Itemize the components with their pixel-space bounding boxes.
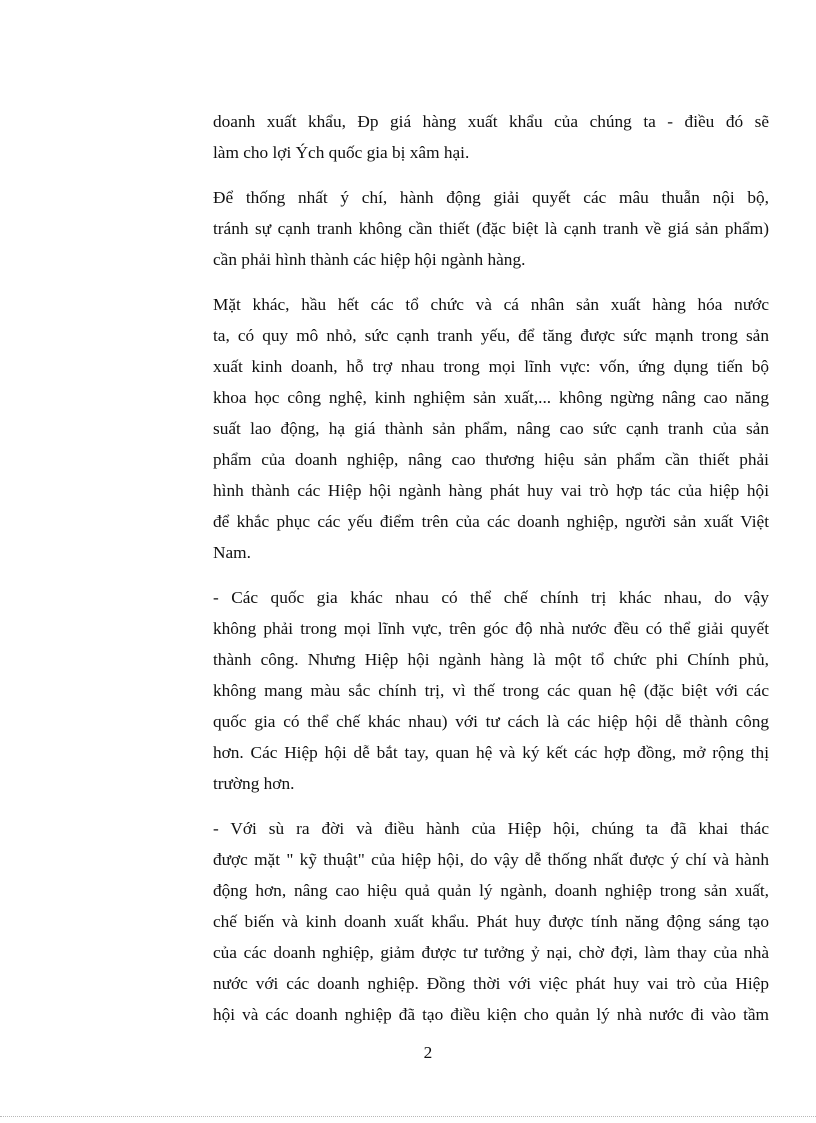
text-line: doanh xuất khẩu, Đp giá hàng xuất khẩu của chúng ta - điều đó sẽ (213, 112, 769, 131)
text-line: xuất kinh doanh, hỗ trợ nhau trong mọi lĩnh vực: vốn, ứng dụng tiến bộ (213, 357, 769, 376)
text-line: Để thống nhất ý chí, hành động giải quyết các mâu thuẫn nội bộ, (213, 188, 769, 207)
text-line: - Các quốc gia khác nhau có thể chế chính trị khác nhau, do vậy (213, 588, 769, 607)
text-line: nước với các doanh nghiệp. Đồng thời với việc phát huy vai trò của Hiệp (213, 974, 769, 993)
text-line: - Với sù ra đời và điều hành của Hiệp hội, chúng ta đã khai thác (213, 819, 769, 838)
text-line: để khắc phục các yếu điểm trên của các doanh nghiệp, người sản xuất Việt (213, 512, 769, 531)
paragraph (213, 813, 769, 1030)
text-line: Nam. (213, 543, 251, 562)
text-line: suất lao động, hạ giá thành sản phẩm, nâng cao sức cạnh tranh của sản (213, 419, 769, 438)
text-line: Mặt khác, hầu hết các tổ chức và cá nhân sản xuất hàng hóa nước (213, 295, 769, 314)
text-line: thành công. Nhưng Hiệp hội ngành hàng là một tổ chức phi Chính phủ, (213, 650, 769, 669)
paragraph (213, 106, 769, 168)
text-line: hơn. Các Hiệp hội dễ bắt tay, quan hệ và ký kết các hợp đồng, mở rộng thị (213, 743, 769, 762)
text-line: hội và các doanh nghiệp đã tạo điều kiện cho quản lý nhà nước đi vào tầm (213, 1005, 769, 1024)
text-line: chế biến và kinh doanh xuất khẩu. Phát huy được tính năng động sáng tạo (213, 912, 769, 931)
text-line: hình thành các Hiệp hội ngành hàng phát huy vai trò hợp tác của hiệp hội (213, 481, 769, 500)
text-line: động hơn, nâng cao hiệu quả quản lý ngành, doanh nghiệp trong sản xuất, (213, 881, 769, 900)
text-line: làm cho lợi Ých quốc gia bị xâm hại. (213, 143, 470, 162)
text-line: quốc gia có thể chế khác nhau) với tư cách là các hiệp hội dễ thành công (213, 712, 769, 731)
text-line: cần phải hình thành các hiệp hội ngành hàng. (213, 250, 526, 269)
page-bottom-divider (0, 1116, 816, 1117)
paragraph (213, 289, 769, 568)
text-line: được mặt " kỹ thuật" của hiệp hội, do vậy dễ thống nhất được ý chí và hành (213, 850, 769, 869)
text-line: khoa học công nghệ, kinh nghiệm sản xuất,... không ngừng nâng cao năng (213, 388, 769, 407)
body-text (213, 106, 769, 1044)
text-line: không phải trong mọi lĩnh vực, trên góc độ nhà nước đều có thể giải quyết (213, 619, 769, 638)
text-line: phẩm của doanh nghiệp, nâng cao thương hiệu sản phẩm cần thiết phải (213, 450, 769, 469)
text-line: không mang màu sắc chính trị, vì thế trong các quan hệ (đặc biệt với các (213, 681, 769, 700)
text-line: ta, có quy mô nhỏ, sức cạnh tranh yếu, để tăng được sức mạnh trong sản (213, 326, 769, 345)
text-line: của các doanh nghiệp, giảm được tư tưởng ỷ nại, chờ đợi, làm thay của nhà (213, 943, 769, 962)
paragraph (213, 182, 769, 275)
text-line: trường hơn. (213, 774, 295, 793)
page-number: 2 (423, 1043, 433, 1062)
paragraph (213, 582, 769, 799)
text-line: tránh sự cạnh tranh không cần thiết (đặc biệt là cạnh tranh về giá sản phẩm) (213, 219, 769, 238)
